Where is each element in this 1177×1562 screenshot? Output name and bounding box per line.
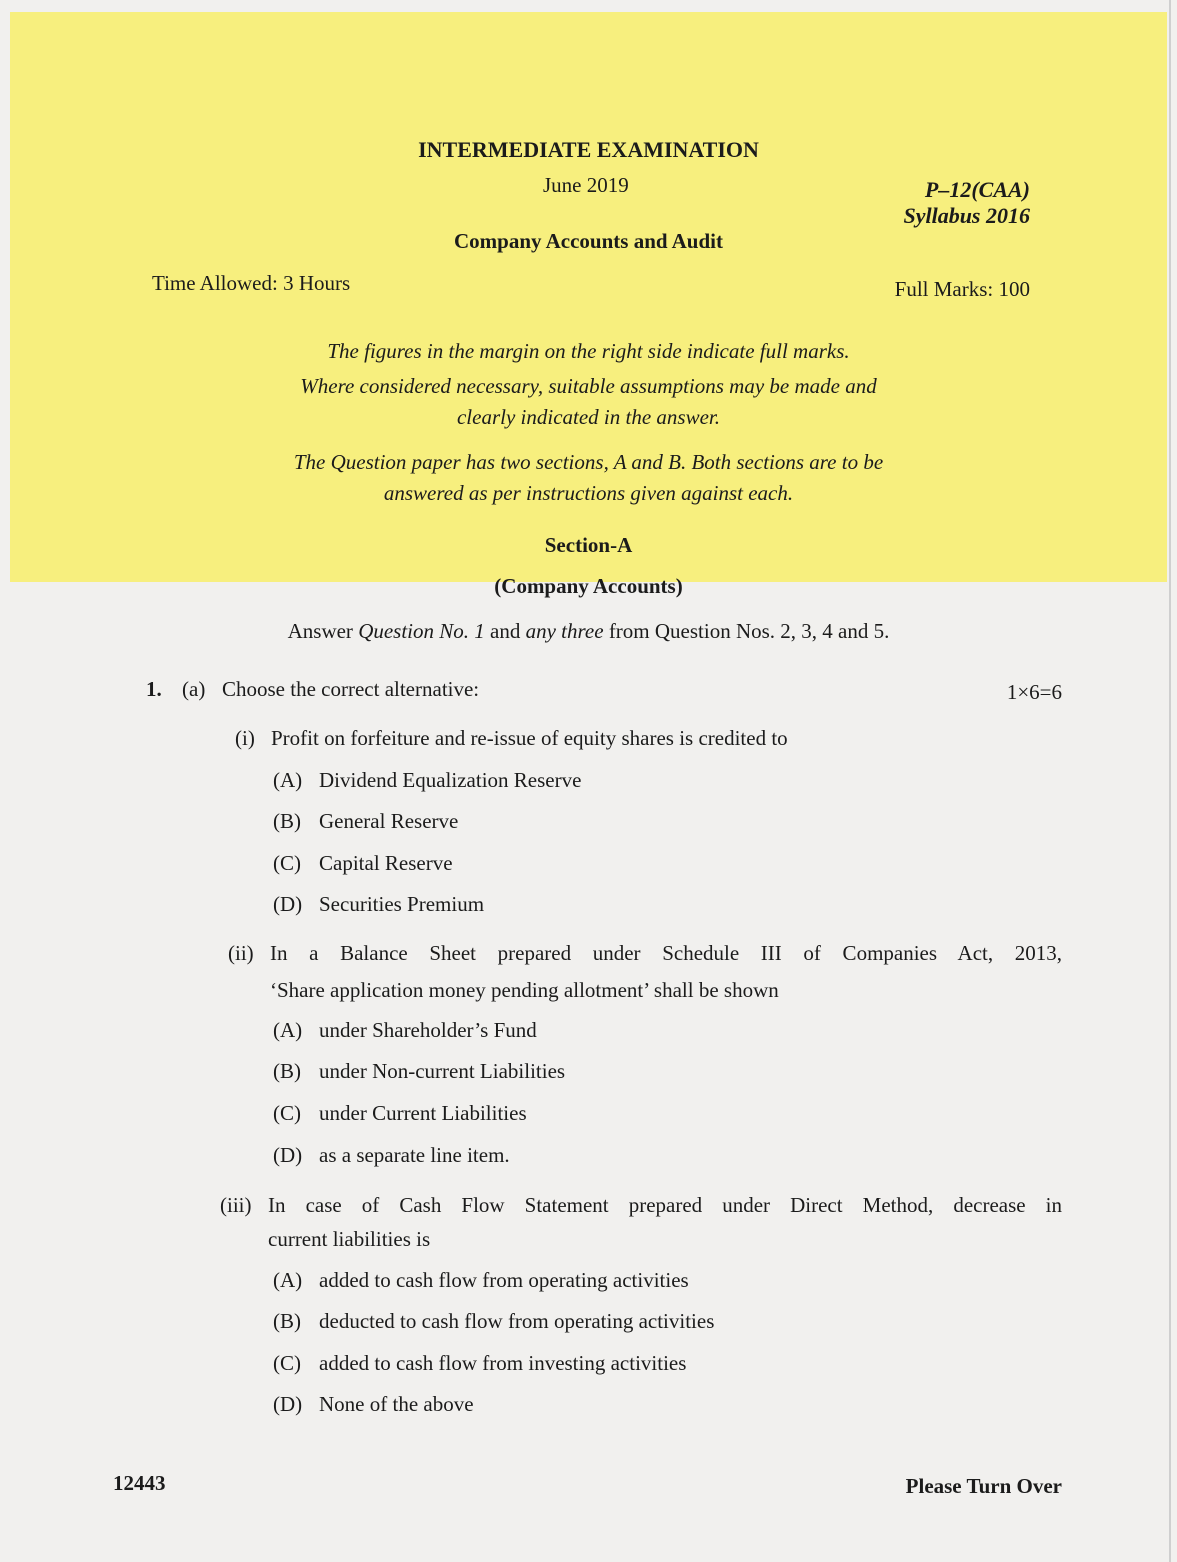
- answer-post: from Question Nos. 2, 3, 4 and 5.: [603, 619, 890, 643]
- option-label: (D): [273, 1392, 303, 1416]
- option-label: (C): [273, 1351, 301, 1375]
- option-label: (C): [273, 851, 301, 875]
- option-text: under Shareholder’s Fund: [319, 1018, 537, 1042]
- option-text: Dividend Equalization Reserve: [319, 768, 582, 792]
- option-label: (B): [273, 1309, 301, 1333]
- answer-mid: and: [484, 619, 526, 643]
- option-label: (C): [273, 1101, 301, 1125]
- answer-question-1: Question No. 1: [358, 619, 485, 643]
- option-ii-a: [273, 1018, 537, 1043]
- sub-question-iii-text-1: In case of Cash Flow Statement prepared under Direct Method, decrease in: [268, 1193, 1062, 1217]
- section-subtitle: (Company Accounts): [494, 574, 683, 598]
- instruction-sections-2: answered as per instructions given against each.: [383, 481, 794, 505]
- instruction-assumptions-1: Where considered necessary, suitable assumptions may be made and: [300, 374, 877, 398]
- sub-question-ii-text-2: ‘Share application money pending allotment’ shall be shown: [270, 978, 779, 1002]
- instruction-assumptions-2: clearly indicated in the answer.: [456, 405, 721, 429]
- paper-serial-code: 12443: [113, 1471, 166, 1495]
- sub-question-ii-text-1: In a Balance Sheet prepared under Schedule III of Companies Act, 2013,: [270, 941, 1062, 965]
- option-text: added to cash flow from operating activities: [319, 1268, 689, 1292]
- option-iii-c: [273, 1351, 686, 1376]
- option-i-c: [273, 851, 453, 876]
- option-ii-d: [273, 1143, 510, 1168]
- time-allowed: Time Allowed: 3 Hours: [152, 271, 351, 295]
- question-marks: 1×6=6: [1006, 680, 1062, 704]
- sub-question-i: [235, 726, 788, 751]
- option-text: Capital Reserve: [319, 851, 453, 875]
- answer-any-three: any three: [525, 619, 604, 643]
- sub-question-text: Profit on forfeiture and re-issue of equity shares is credited to: [271, 726, 788, 750]
- exam-session: June 2019: [543, 173, 629, 197]
- option-label: (A): [273, 1268, 303, 1292]
- option-text: under Current Liabilities: [319, 1101, 527, 1125]
- option-label: (B): [273, 1059, 301, 1083]
- option-iii-d: [273, 1392, 474, 1417]
- please-turn-over: Please Turn Over: [905, 1474, 1062, 1498]
- option-text: Securities Premium: [319, 892, 485, 916]
- option-iii-b: [273, 1309, 714, 1334]
- option-label: (D): [273, 892, 303, 916]
- instruction-marks: The figures in the margin on the right side indicate full marks.: [327, 339, 850, 363]
- option-i-d: [273, 892, 484, 917]
- instruction-sections-1: The Question paper has two sections, A and B. Both sections are to be: [293, 450, 884, 474]
- option-i-b: [273, 809, 458, 834]
- exam-title: INTERMEDIATE EXAMINATION: [418, 137, 759, 162]
- option-label: (A): [273, 1018, 303, 1042]
- subject-title: Company Accounts and Audit: [454, 229, 723, 253]
- sub-question-iii-text-2: current liabilities is: [268, 1227, 431, 1251]
- option-text: General Reserve: [319, 809, 459, 833]
- full-marks: Full Marks: 100: [894, 277, 1030, 301]
- sub-question-number: (i): [235, 726, 255, 750]
- option-text: None of the above: [319, 1392, 474, 1416]
- option-ii-c: [273, 1101, 527, 1126]
- option-text: under Non-current Liabilities: [319, 1059, 566, 1083]
- option-label: (B): [273, 809, 301, 833]
- paper-code: P–12(CAA): [924, 177, 1030, 202]
- question-part: (a): [182, 677, 206, 701]
- option-text: added to cash flow from investing activities: [319, 1351, 687, 1375]
- question-prompt: Choose the correct alternative:: [222, 677, 480, 701]
- sub-question-ii-number: (ii): [228, 941, 254, 965]
- question-number: 1.: [146, 677, 162, 701]
- option-iii-a: [273, 1268, 689, 1293]
- option-label: (D): [273, 1143, 303, 1167]
- option-text: deducted to cash flow from operating activities: [319, 1309, 715, 1333]
- sub-question-iii-number: (iii): [220, 1193, 252, 1217]
- option-i-a: [273, 768, 581, 793]
- answer-pre: Answer: [287, 619, 359, 643]
- section-title: Section-A: [544, 533, 633, 557]
- syllabus-year: Syllabus 2016: [903, 203, 1030, 228]
- option-ii-b: [273, 1059, 565, 1084]
- option-text: as a separate line item.: [319, 1143, 510, 1167]
- option-label: (A): [273, 768, 303, 792]
- section-answer-instruction: [0, 619, 1177, 644]
- question-1-heading: [146, 677, 479, 702]
